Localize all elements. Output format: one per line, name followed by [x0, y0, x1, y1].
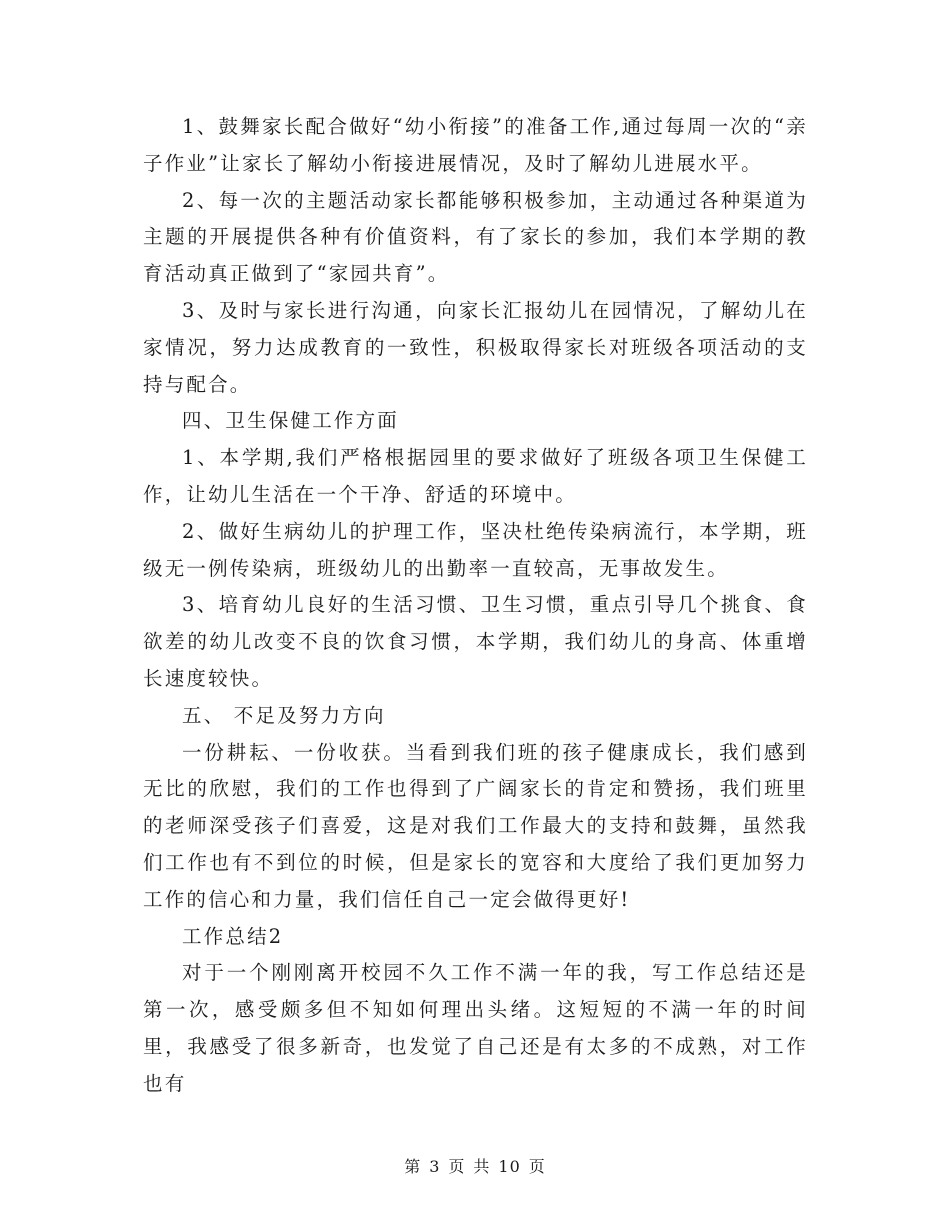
paragraph-parent-cooperation-2: 2、每一次的主题活动家长都能够积极参加，主动通过各种渠道为主题的开展提供各种有价值资料，有了家长的参加，我们本学期的教育活动真正做到了“家园共育”。 — [143, 188, 808, 286]
section-heading-work-summary-2: 工作总结2 — [182, 924, 284, 948]
paragraph-health-care-3: 3、培育幼儿良好的生活习惯、卫生习惯，重点引导几个挑食、食欲差的幼儿改变不良的饮食习惯，本学期，我们幼儿的身高、体重增长速度较快。 — [143, 593, 808, 690]
paragraph-work-summary-2-intro: 对于一个刚刚离开校园不久工作不满一年的我，写工作总结还是第一次，感受颇多但不知如何理出头绪。这短短的不满一年的时间里，我感受了很多新奇，也发觉了自己还是有太多的不成熟，对工作也有 — [143, 961, 808, 1095]
paragraph-shortcomings: 一份耕耘、一份收获。当看到我们班的孩子健康成长，我们感到无比的欣慰，我们的工作也得到了广阔家长的肯定和赞扬，我们班里的老师深受孩子们喜爱，这是对我们工作最大的支持和鼓舞，虽然我们工作也有不到位的时候，但是家长的宽容和大度给了我们更加努力工作的信心和力量，我们信任自己一定会做得更好! — [143, 740, 808, 911]
paragraph-parent-cooperation-3: 3、及时与家长进行沟通，向家长汇报幼儿在园情况，了解幼儿在家情况，努力达成教育的一致性，积极取得家长对班级各项活动的支持与配合。 — [143, 298, 808, 396]
page-label-suffix: 页 — [528, 1157, 546, 1176]
page-label-mid: 页 — [448, 1157, 466, 1176]
document-body — [143, 109, 808, 1103]
section-heading-health-care: 四、卫生保健工作方面 — [182, 409, 400, 433]
page-number-footer — [0, 1154, 950, 1177]
paragraph-parent-cooperation-1: 1、鼓舞家长配合做好“幼小衔接”的准备工作,通过每周一次的“亲子作业”让家长了解幼小衔接进展情况，及时了解幼儿进展水平。 — [143, 115, 808, 175]
paragraph-health-care-1: 1、本学期,我们严格根据园里的要求做好了班级各项卫生保健工作，让幼儿生活在一个干净、舒适的环境中。 — [143, 446, 808, 506]
current-page-number: 3 — [429, 1157, 441, 1176]
section-heading-shortcomings: 五、 不足及努力方向 — [182, 703, 386, 727]
paragraph-health-care-2: 2、做好生病幼儿的护理工作，坚决杜绝传染病流行，本学期，班级无一例传染病，班级幼儿的出勤率一直较高，无事故发生。 — [143, 519, 808, 580]
page-label-prefix: 第 — [404, 1157, 422, 1176]
total-pages-number: 10 — [498, 1157, 521, 1176]
page-label-total-prefix: 共 — [473, 1157, 491, 1176]
